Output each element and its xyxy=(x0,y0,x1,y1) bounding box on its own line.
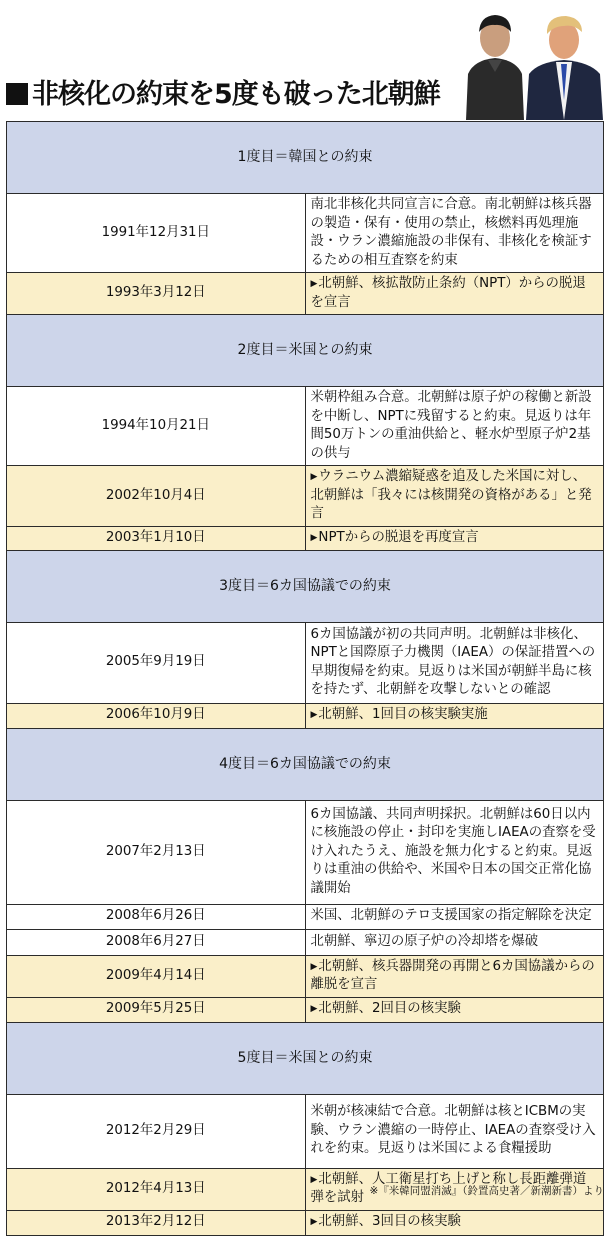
event-description: NPTからの脱退を再度宣言 xyxy=(318,529,479,545)
event-date: 2002年10月4日 xyxy=(7,466,306,527)
event-row-violation xyxy=(7,703,604,728)
timeline-body xyxy=(7,122,604,1236)
event-date: 2009年4月14日 xyxy=(7,955,306,997)
event-description-cell xyxy=(305,997,604,1022)
section-heading: 5度目＝米国との約束 xyxy=(7,1022,604,1094)
triangle-bullet-icon: ▶ xyxy=(310,961,318,972)
event-date: 1991年12月31日 xyxy=(7,194,306,273)
event-description: 南北非核化共同宣言に合意。南北朝鮮は核兵器の製造・保有・使用の禁止，核燃料再処理施設・ウラン濃縮施設の非保有、非核化を検証するための相互査察を約束 xyxy=(310,197,592,268)
event-description-cell xyxy=(305,1094,604,1168)
page-title xyxy=(6,72,440,111)
event-date: 1993年3月12日 xyxy=(7,273,306,315)
event-date: 2012年2月29日 xyxy=(7,1094,306,1168)
event-row-violation xyxy=(7,526,604,550)
event-description-cell xyxy=(305,800,604,904)
event-description: 米朝枠組み合意。北朝鮮は原子炉の稼働と新設を中断し、NPTに残留すると約束。見返りは年間50万トンの重油供給と、軽水炉型原子炉2基の供与 xyxy=(310,390,592,461)
event-row-violation xyxy=(7,1210,604,1235)
triangle-bullet-icon: ▶ xyxy=(310,1217,318,1228)
section-header-row xyxy=(7,1022,604,1094)
event-date: 2009年5月25日 xyxy=(7,997,306,1022)
section-heading: 1度目＝韓国との約束 xyxy=(7,122,604,194)
event-row xyxy=(7,387,604,466)
event-row-violation xyxy=(7,466,604,527)
event-description: 北朝鮮、人工衛星打ち上げと称し長距離弾道弾を試射 xyxy=(310,1171,587,1205)
event-description: 北朝鮮、核拡散防止条約（NPT）からの脱退を宣言 xyxy=(310,276,586,310)
event-description-cell xyxy=(305,194,604,273)
event-description: 6カ国協議が初の共同声明。北朝鮮は非核化、NPTと国際原子力機関（IAEA）の保証措置への早期復帰を約束。見返りは米国が朝鮮半島に核を持たず、北朝鮮を攻撃しないとの確認 xyxy=(310,626,596,697)
event-description-cell xyxy=(305,526,604,550)
title-bullet-square xyxy=(6,83,28,105)
event-row xyxy=(7,622,604,703)
event-row xyxy=(7,1094,604,1168)
event-description: 6カ国協議、共同声明採択。北朝鮮は60日以内に核施設の停止・封印を実施しIAEAの査察を受け入れたうえ、施設を無力化すると約束。見返りは重油の供給や、米国や日本の国交正常化協議開始 xyxy=(310,806,596,896)
page-title-text: 非核化の約束を5度も破った北朝鮮 xyxy=(32,79,440,110)
event-row-violation xyxy=(7,273,604,315)
triangle-bullet-icon: ▶ xyxy=(310,710,318,721)
section-header-row xyxy=(7,550,604,622)
event-description-cell xyxy=(305,904,604,929)
event-date: 1994年10月21日 xyxy=(7,387,306,466)
section-heading: 2度目＝米国との約束 xyxy=(7,315,604,387)
triangle-bullet-icon: ▶ xyxy=(310,1174,318,1185)
event-description-cell xyxy=(305,955,604,997)
event-description: 北朝鮮、寧辺の原子炉の冷却塔を爆破 xyxy=(310,933,539,949)
event-row-violation xyxy=(7,955,604,997)
event-description: ウラニウム濃縮疑惑を追及した米国に対し、北朝鮮は「我々には核開発の資格がある」と発言 xyxy=(310,469,592,521)
event-description-cell xyxy=(305,273,604,315)
event-description-cell xyxy=(305,1210,604,1235)
event-date: 2005年9月19日 xyxy=(7,622,306,703)
event-description: 米朝が核凍結で合意。北朝鮮は核とICBMの実験、ウラン濃縮の一時停止、IAEAの査察受け入れを約束。見返りは米国による食糧援助 xyxy=(310,1104,596,1157)
leader-portrait-right xyxy=(520,8,605,120)
event-description: 北朝鮮、3回目の核実験 xyxy=(318,1214,461,1230)
event-row xyxy=(7,904,604,929)
header xyxy=(0,0,610,120)
event-description-cell xyxy=(305,387,604,466)
triangle-bullet-icon: ▶ xyxy=(310,1004,318,1015)
section-heading: 3度目＝6カ国協議での約束 xyxy=(7,550,604,622)
event-date: 2012年4月13日 xyxy=(7,1168,306,1210)
timeline-table xyxy=(6,121,604,1236)
section-header-row xyxy=(7,315,604,387)
event-description-cell xyxy=(305,466,604,527)
event-row xyxy=(7,194,604,273)
event-date: 2008年6月26日 xyxy=(7,904,306,929)
event-description-cell xyxy=(305,703,604,728)
triangle-bullet-icon: ▶ xyxy=(310,279,318,289)
triangle-bullet-icon: ▶ xyxy=(310,472,318,482)
event-row xyxy=(7,929,604,955)
event-date: 2006年10月9日 xyxy=(7,703,306,728)
event-description: 北朝鮮、2回目の核実験 xyxy=(318,1001,461,1017)
event-description-cell xyxy=(305,929,604,955)
section-header-row xyxy=(7,122,604,194)
event-description: 北朝鮮、核兵器開発の再開と6カ国協議からの離脱を宣言 xyxy=(310,958,595,992)
event-description: 北朝鮮、1回目の核実験実施 xyxy=(318,707,488,723)
source-credit: ※『米韓同盟消滅』（鈴置高史著／新潮新書）より xyxy=(369,1185,604,1197)
section-heading: 4度目＝6カ国協議での約束 xyxy=(7,728,604,800)
triangle-bullet-icon: ▶ xyxy=(310,532,318,543)
event-row-violation xyxy=(7,997,604,1022)
section-header-row xyxy=(7,728,604,800)
event-date: 2007年2月13日 xyxy=(7,800,306,904)
event-date: 2003年1月10日 xyxy=(7,526,306,550)
event-date: 2013年2月12日 xyxy=(7,1210,306,1235)
event-date: 2008年6月27日 xyxy=(7,929,306,955)
event-description-cell xyxy=(305,622,604,703)
event-row xyxy=(7,800,604,904)
event-description: 米国、北朝鮮のテロ支援国家の指定解除を決定 xyxy=(310,908,592,924)
